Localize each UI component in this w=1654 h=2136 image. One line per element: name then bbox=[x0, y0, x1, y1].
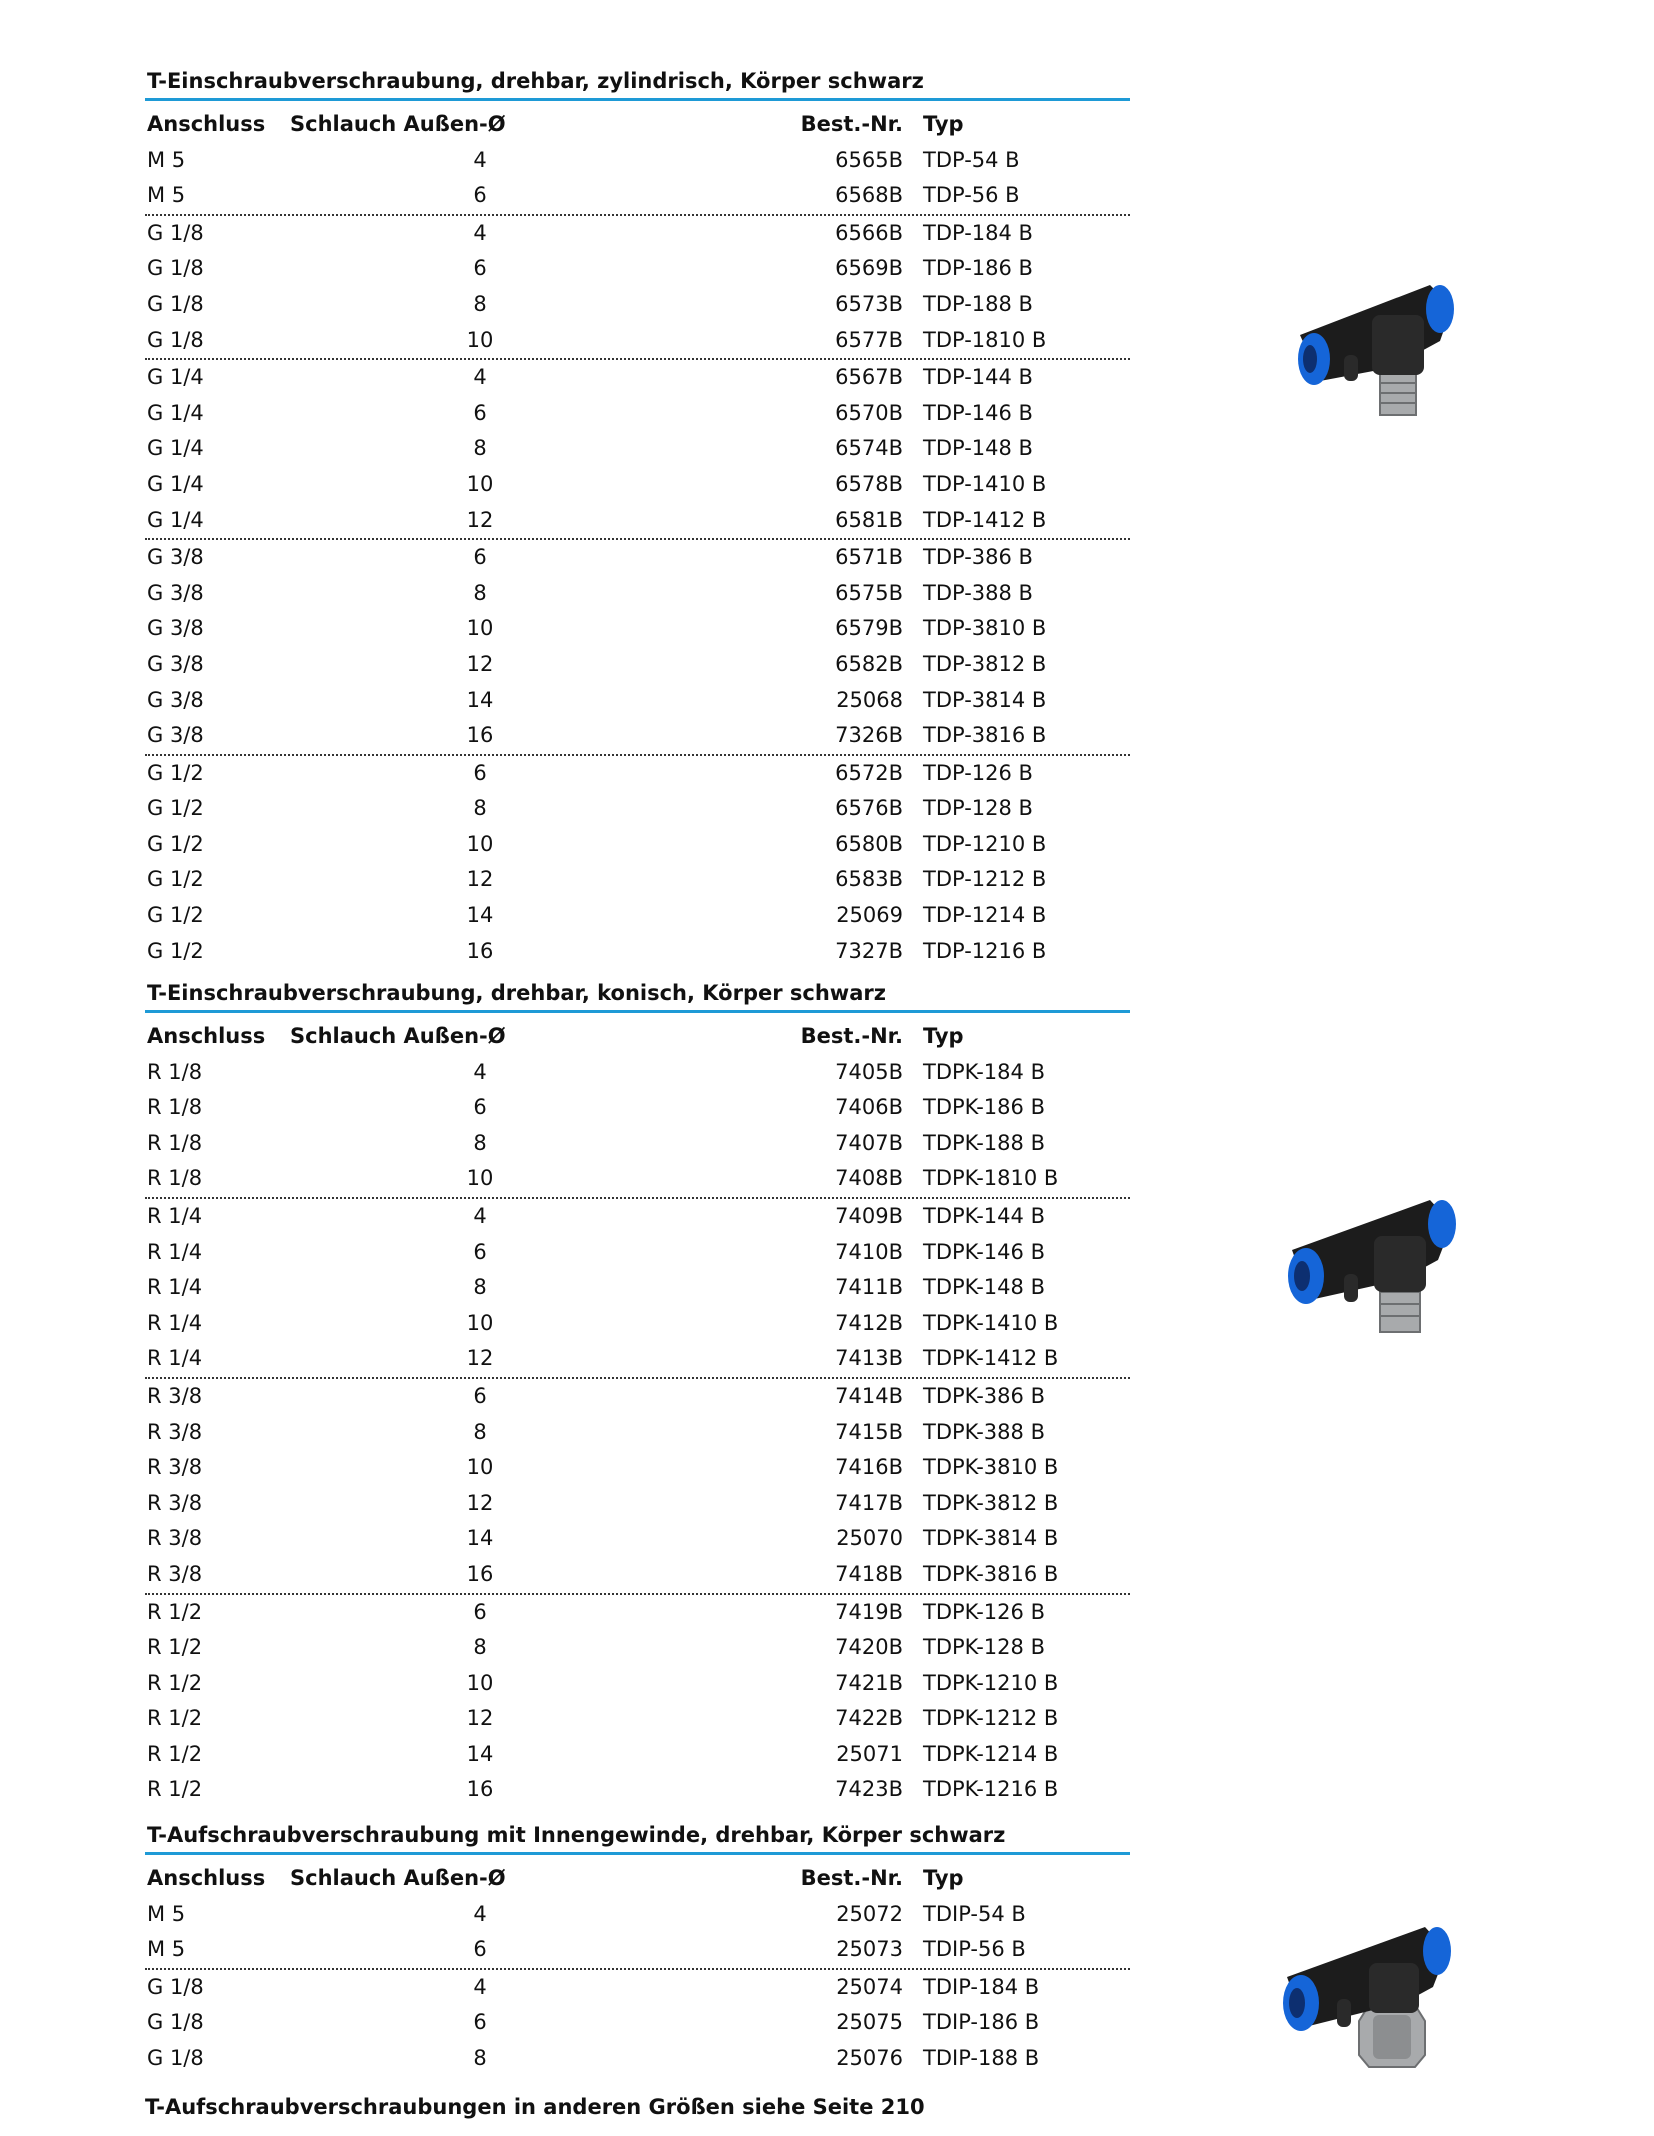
header-typ: Typ bbox=[923, 1866, 964, 1890]
table-row bbox=[145, 718, 1130, 756]
cell-bestnr: 25071 bbox=[836, 1741, 903, 1766]
cell-schlauch: 6 bbox=[473, 1239, 487, 1264]
cell-schlauch: 12 bbox=[466, 507, 494, 532]
cell-anschluss: M 5 bbox=[147, 1937, 186, 1962]
table-row bbox=[145, 1486, 1130, 1522]
cell-typ: TDPK-1410 B bbox=[923, 1310, 1059, 1335]
cell-anschluss: G 1/2 bbox=[147, 831, 204, 856]
table-row bbox=[145, 1772, 1130, 1808]
cell-schlauch: 6 bbox=[473, 1937, 487, 1962]
cell-bestnr: 6573B bbox=[835, 291, 903, 316]
cell-typ: TDPK-1214 B bbox=[923, 1741, 1059, 1766]
table-row bbox=[145, 898, 1130, 934]
cell-typ: TDPK-388 B bbox=[923, 1419, 1045, 1444]
cell-typ: TDPK-3814 B bbox=[923, 1526, 1059, 1551]
cell-schlauch: 6 bbox=[473, 256, 487, 281]
cell-typ: TDP-54 B bbox=[923, 147, 1020, 172]
table-row bbox=[145, 216, 1130, 252]
cell-schlauch: 8 bbox=[473, 796, 487, 821]
table-row bbox=[145, 360, 1130, 396]
cell-typ: TDP-388 B bbox=[923, 580, 1033, 605]
table-row bbox=[145, 1055, 1130, 1091]
cell-typ: TDPK-1810 B bbox=[923, 1166, 1059, 1191]
cell-anschluss: G 1/8 bbox=[147, 2045, 204, 2070]
cell-bestnr: 7411B bbox=[835, 1275, 903, 1300]
cell-typ: TDIP-56 B bbox=[923, 1937, 1026, 1962]
table-row bbox=[145, 756, 1130, 792]
table-row bbox=[145, 1521, 1130, 1557]
cell-anschluss: M 5 bbox=[147, 183, 186, 208]
cell-schlauch: 8 bbox=[473, 1419, 487, 1444]
cell-anschluss: G 3/8 bbox=[147, 545, 204, 570]
product-image-female-thread bbox=[1265, 1905, 1465, 2105]
cell-schlauch: 12 bbox=[466, 1346, 494, 1371]
cell-schlauch: 12 bbox=[466, 651, 494, 676]
table-row bbox=[145, 1306, 1130, 1342]
cell-typ: TDP-1810 B bbox=[923, 327, 1047, 352]
cell-anschluss: R 3/8 bbox=[147, 1419, 203, 1444]
cell-typ: TDPK-3812 B bbox=[923, 1490, 1059, 1515]
cell-typ: TDP-126 B bbox=[923, 760, 1033, 785]
cell-schlauch: 10 bbox=[466, 471, 494, 496]
section-title: T-Einschraubverschraubung, drehbar, zylindrisch, Körper schwarz bbox=[145, 64, 1130, 101]
cell-anschluss: R 1/8 bbox=[147, 1166, 203, 1191]
cell-anschluss: M 5 bbox=[147, 1901, 186, 1926]
cell-bestnr: 6566B bbox=[835, 220, 903, 245]
cell-schlauch: 10 bbox=[466, 1455, 494, 1480]
cell-schlauch: 14 bbox=[466, 1526, 494, 1551]
cell-anschluss: G 3/8 bbox=[147, 687, 204, 712]
cell-anschluss: R 3/8 bbox=[147, 1383, 203, 1408]
table-row bbox=[145, 791, 1130, 827]
cell-bestnr: 6582B bbox=[835, 651, 903, 676]
cell-schlauch: 4 bbox=[473, 147, 487, 172]
cell-schlauch: 12 bbox=[466, 1490, 494, 1515]
cell-typ: TDPK-1412 B bbox=[923, 1346, 1059, 1371]
table-row bbox=[145, 1235, 1130, 1271]
cell-bestnr: 7406B bbox=[835, 1095, 903, 1120]
cell-anschluss: G 1/8 bbox=[147, 2010, 204, 2035]
cell-anschluss: R 3/8 bbox=[147, 1455, 203, 1480]
cell-anschluss: G 3/8 bbox=[147, 723, 204, 748]
cell-bestnr: 7421B bbox=[835, 1670, 903, 1695]
cell-bestnr: 7413B bbox=[835, 1346, 903, 1371]
cell-anschluss: G 1/2 bbox=[147, 867, 204, 892]
cell-schlauch: 8 bbox=[473, 1130, 487, 1155]
cell-anschluss: G 1/2 bbox=[147, 796, 204, 821]
header-typ: Typ bbox=[923, 112, 964, 136]
table-row bbox=[145, 1557, 1130, 1595]
cell-bestnr: 25068 bbox=[836, 687, 903, 712]
header-bestnr: Best.-Nr. bbox=[800, 1866, 903, 1890]
cell-bestnr: 7415B bbox=[835, 1419, 903, 1444]
cell-typ: TDP-3810 B bbox=[923, 616, 1047, 641]
cell-anschluss: R 3/8 bbox=[147, 1490, 203, 1515]
cell-bestnr: 6578B bbox=[835, 471, 903, 496]
cell-bestnr: 25076 bbox=[836, 2045, 903, 2070]
table-row bbox=[145, 827, 1130, 863]
cell-schlauch: 16 bbox=[466, 1777, 494, 1802]
table-row bbox=[145, 1630, 1130, 1666]
cell-typ: TDP-146 B bbox=[923, 400, 1033, 425]
cell-anschluss: G 3/8 bbox=[147, 580, 204, 605]
cell-typ: TDP-1216 B bbox=[923, 938, 1047, 963]
product-image-conical-thread bbox=[1270, 1180, 1470, 1380]
cell-schlauch: 10 bbox=[466, 1670, 494, 1695]
cell-anschluss: R 1/2 bbox=[147, 1635, 203, 1660]
cell-bestnr: 6570B bbox=[835, 400, 903, 425]
table-row bbox=[145, 1090, 1130, 1126]
cell-bestnr: 25075 bbox=[836, 2010, 903, 2035]
table-row bbox=[145, 1737, 1130, 1773]
cell-bestnr: 7326B bbox=[835, 723, 903, 748]
cell-bestnr: 7410B bbox=[835, 1239, 903, 1264]
table-row bbox=[145, 862, 1130, 898]
cell-bestnr: 7422B bbox=[835, 1706, 903, 1731]
cell-anschluss: R 3/8 bbox=[147, 1526, 203, 1551]
cell-schlauch: 4 bbox=[473, 1203, 487, 1228]
cell-anschluss: G 1/8 bbox=[147, 1974, 204, 1999]
table-row bbox=[145, 1341, 1130, 1379]
table-row bbox=[145, 178, 1130, 216]
table-row bbox=[145, 1897, 1130, 1933]
cell-typ: TDPK-148 B bbox=[923, 1275, 1045, 1300]
cell-schlauch: 14 bbox=[466, 903, 494, 928]
table-row bbox=[145, 467, 1130, 503]
table-row bbox=[145, 1666, 1130, 1702]
cell-anschluss: G 1/2 bbox=[147, 760, 204, 785]
table-row bbox=[145, 540, 1130, 576]
cell-schlauch: 10 bbox=[466, 831, 494, 856]
cell-schlauch: 6 bbox=[473, 760, 487, 785]
cell-typ: TDPK-3816 B bbox=[923, 1561, 1059, 1586]
cell-schlauch: 6 bbox=[473, 400, 487, 425]
cell-schlauch: 16 bbox=[466, 723, 494, 748]
header-anschluss: Anschluss bbox=[147, 1024, 266, 1048]
section-1 bbox=[145, 64, 1130, 969]
cell-anschluss: R 1/2 bbox=[147, 1741, 203, 1766]
cell-typ: TDP-188 B bbox=[923, 291, 1033, 316]
cell-bestnr: 6567B bbox=[835, 365, 903, 390]
cell-schlauch: 8 bbox=[473, 1635, 487, 1660]
cell-schlauch: 10 bbox=[466, 327, 494, 352]
header-bestnr: Best.-Nr. bbox=[800, 112, 903, 136]
header-bestnr: Best.-Nr. bbox=[800, 1024, 903, 1048]
cell-typ: TDP-1212 B bbox=[923, 867, 1047, 892]
table-row bbox=[145, 2041, 1130, 2077]
cell-bestnr: 6574B bbox=[835, 436, 903, 461]
cell-bestnr: 6569B bbox=[835, 256, 903, 281]
cell-bestnr: 7418B bbox=[835, 1561, 903, 1586]
table-row bbox=[145, 611, 1130, 647]
cell-schlauch: 14 bbox=[466, 1741, 494, 1766]
cell-bestnr: 7420B bbox=[835, 1635, 903, 1660]
cell-bestnr: 7407B bbox=[835, 1130, 903, 1155]
cell-bestnr: 7405B bbox=[835, 1059, 903, 1084]
table-row bbox=[145, 2005, 1130, 2041]
header-schlauch: Schlauch Außen-Ø bbox=[290, 112, 506, 136]
table-row bbox=[145, 1970, 1130, 2006]
cell-anschluss: R 1/2 bbox=[147, 1599, 203, 1624]
product-image-male-thread bbox=[1280, 265, 1480, 465]
cell-bestnr: 25073 bbox=[836, 1937, 903, 1962]
cell-anschluss: R 1/4 bbox=[147, 1346, 203, 1371]
cell-anschluss: R 1/2 bbox=[147, 1670, 203, 1695]
cell-bestnr: 6577B bbox=[835, 327, 903, 352]
cell-bestnr: 7419B bbox=[835, 1599, 903, 1624]
cell-anschluss: R 3/8 bbox=[147, 1561, 203, 1586]
cell-schlauch: 6 bbox=[473, 1599, 487, 1624]
cell-bestnr: 6568B bbox=[835, 183, 903, 208]
cell-anschluss: G 1/2 bbox=[147, 938, 204, 963]
cell-bestnr: 6579B bbox=[835, 616, 903, 641]
cell-typ: TDPK-386 B bbox=[923, 1383, 1045, 1408]
cell-schlauch: 8 bbox=[473, 2045, 487, 2070]
cell-anschluss: R 1/8 bbox=[147, 1059, 203, 1084]
table-header bbox=[145, 107, 1130, 143]
cell-schlauch: 4 bbox=[473, 220, 487, 245]
cell-schlauch: 4 bbox=[473, 1059, 487, 1084]
table-row bbox=[145, 1595, 1130, 1631]
cell-bestnr: 25072 bbox=[836, 1901, 903, 1926]
section-title: T-Einschraubverschraubung, drehbar, konisch, Körper schwarz bbox=[145, 976, 1130, 1013]
cell-bestnr: 7408B bbox=[835, 1166, 903, 1191]
cell-schlauch: 8 bbox=[473, 1275, 487, 1300]
table-row bbox=[145, 251, 1130, 287]
cell-bestnr: 6565B bbox=[835, 147, 903, 172]
cell-schlauch: 8 bbox=[473, 580, 487, 605]
cell-schlauch: 16 bbox=[466, 938, 494, 963]
cell-typ: TDPK-128 B bbox=[923, 1635, 1045, 1660]
cell-typ: TDP-386 B bbox=[923, 545, 1033, 570]
cell-typ: TDPK-146 B bbox=[923, 1239, 1045, 1264]
cell-schlauch: 10 bbox=[466, 616, 494, 641]
cell-bestnr: 25069 bbox=[836, 903, 903, 928]
cell-bestnr: 7412B bbox=[835, 1310, 903, 1335]
cell-bestnr: 6583B bbox=[835, 867, 903, 892]
cell-typ: TDIP-184 B bbox=[923, 1974, 1040, 1999]
cell-anschluss: R 1/4 bbox=[147, 1239, 203, 1264]
table-header bbox=[145, 1019, 1130, 1055]
section-2 bbox=[145, 976, 1130, 1808]
cell-bestnr: 25070 bbox=[836, 1526, 903, 1551]
header-anschluss: Anschluss bbox=[147, 1866, 266, 1890]
cell-typ: TDP-1412 B bbox=[923, 507, 1047, 532]
header-anschluss: Anschluss bbox=[147, 112, 266, 136]
table-row bbox=[145, 323, 1130, 361]
cell-typ: TDP-1214 B bbox=[923, 903, 1047, 928]
cell-schlauch: 4 bbox=[473, 365, 487, 390]
cell-typ: TDPK-3810 B bbox=[923, 1455, 1059, 1480]
cell-bestnr: 6580B bbox=[835, 831, 903, 856]
cell-typ: TDPK-188 B bbox=[923, 1130, 1045, 1155]
cell-typ: TDP-184 B bbox=[923, 220, 1033, 245]
cell-typ: TDP-3814 B bbox=[923, 687, 1047, 712]
table-row bbox=[145, 1450, 1130, 1486]
cell-anschluss: R 1/2 bbox=[147, 1777, 203, 1802]
cell-anschluss: R 1/4 bbox=[147, 1203, 203, 1228]
header-typ: Typ bbox=[923, 1024, 964, 1048]
cell-anschluss: G 1/8 bbox=[147, 327, 204, 352]
table-body bbox=[145, 1897, 1130, 2077]
cell-bestnr: 25074 bbox=[836, 1974, 903, 1999]
cell-typ: TDP-3812 B bbox=[923, 651, 1047, 676]
cell-typ: TDIP-54 B bbox=[923, 1901, 1026, 1926]
cell-typ: TDIP-186 B bbox=[923, 2010, 1040, 2035]
cell-typ: TDPK-186 B bbox=[923, 1095, 1045, 1120]
table-row bbox=[145, 934, 1130, 970]
cell-bestnr: 7327B bbox=[835, 938, 903, 963]
cell-schlauch: 8 bbox=[473, 436, 487, 461]
cell-anschluss: G 1/4 bbox=[147, 507, 204, 532]
cell-bestnr: 6581B bbox=[835, 507, 903, 532]
table-row bbox=[145, 576, 1130, 612]
cell-anschluss: R 1/4 bbox=[147, 1275, 203, 1300]
header-schlauch: Schlauch Außen-Ø bbox=[290, 1024, 506, 1048]
table-row bbox=[145, 1701, 1130, 1737]
cell-schlauch: 12 bbox=[466, 1706, 494, 1731]
cell-schlauch: 6 bbox=[473, 2010, 487, 2035]
cell-bestnr: 7416B bbox=[835, 1455, 903, 1480]
table-row bbox=[145, 287, 1130, 323]
cell-anschluss: G 1/4 bbox=[147, 471, 204, 496]
table-header bbox=[145, 1861, 1130, 1897]
cell-typ: TDPK-1210 B bbox=[923, 1670, 1059, 1695]
cell-schlauch: 4 bbox=[473, 1901, 487, 1926]
cell-typ: TDP-144 B bbox=[923, 365, 1033, 390]
cell-schlauch: 10 bbox=[466, 1310, 494, 1335]
table-row bbox=[145, 683, 1130, 719]
table-row bbox=[145, 143, 1130, 179]
table-row bbox=[145, 1161, 1130, 1199]
cell-schlauch: 6 bbox=[473, 183, 487, 208]
cell-anschluss: M 5 bbox=[147, 147, 186, 172]
table-row bbox=[145, 503, 1130, 541]
cell-typ: TDIP-188 B bbox=[923, 2045, 1040, 2070]
cell-bestnr: 6576B bbox=[835, 796, 903, 821]
cell-anschluss: R 1/4 bbox=[147, 1310, 203, 1335]
cell-anschluss: G 1/4 bbox=[147, 436, 204, 461]
table-row bbox=[145, 1270, 1130, 1306]
table-body bbox=[145, 1055, 1130, 1808]
cell-anschluss: G 1/4 bbox=[147, 400, 204, 425]
cell-typ: TDP-3816 B bbox=[923, 723, 1047, 748]
table-row bbox=[145, 1379, 1130, 1415]
cell-anschluss: R 1/8 bbox=[147, 1095, 203, 1120]
cell-typ: TDPK-1212 B bbox=[923, 1706, 1059, 1731]
cell-bestnr: 6571B bbox=[835, 545, 903, 570]
cell-schlauch: 6 bbox=[473, 545, 487, 570]
cell-schlauch: 8 bbox=[473, 291, 487, 316]
cell-bestnr: 7414B bbox=[835, 1383, 903, 1408]
cell-schlauch: 10 bbox=[466, 1166, 494, 1191]
cell-schlauch: 4 bbox=[473, 1974, 487, 1999]
section-3 bbox=[145, 1818, 1130, 2077]
cell-typ: TDP-1410 B bbox=[923, 471, 1047, 496]
cell-schlauch: 14 bbox=[466, 687, 494, 712]
cell-anschluss: G 1/8 bbox=[147, 256, 204, 281]
table-row bbox=[145, 1932, 1130, 1970]
cell-bestnr: 6572B bbox=[835, 760, 903, 785]
cell-schlauch: 6 bbox=[473, 1095, 487, 1120]
cell-anschluss: G 1/4 bbox=[147, 365, 204, 390]
table-row bbox=[145, 396, 1130, 432]
cell-typ: TDPK-1216 B bbox=[923, 1777, 1059, 1802]
cell-typ: TDP-1210 B bbox=[923, 831, 1047, 856]
cell-anschluss: G 1/8 bbox=[147, 291, 204, 316]
cell-bestnr: 7417B bbox=[835, 1490, 903, 1515]
cell-schlauch: 12 bbox=[466, 867, 494, 892]
table-row bbox=[145, 1415, 1130, 1451]
cell-anschluss: R 1/8 bbox=[147, 1130, 203, 1155]
cell-typ: TDP-56 B bbox=[923, 183, 1020, 208]
cell-typ: TDP-128 B bbox=[923, 796, 1033, 821]
table-row bbox=[145, 431, 1130, 467]
table-body bbox=[145, 143, 1130, 970]
cell-typ: TDP-186 B bbox=[923, 256, 1033, 281]
cell-typ: TDP-148 B bbox=[923, 436, 1033, 461]
cell-bestnr: 7409B bbox=[835, 1203, 903, 1228]
cell-anschluss: G 3/8 bbox=[147, 651, 204, 676]
cell-anschluss: G 3/8 bbox=[147, 616, 204, 641]
cell-anschluss: R 1/2 bbox=[147, 1706, 203, 1731]
cell-anschluss: G 1/2 bbox=[147, 903, 204, 928]
header-schlauch: Schlauch Außen-Ø bbox=[290, 1866, 506, 1890]
cell-schlauch: 6 bbox=[473, 1383, 487, 1408]
cell-typ: TDPK-144 B bbox=[923, 1203, 1045, 1228]
cell-anschluss: G 1/8 bbox=[147, 220, 204, 245]
section-title: T-Aufschraubverschraubung mit Innengewinde, drehbar, Körper schwarz bbox=[145, 1818, 1130, 1855]
cell-schlauch: 16 bbox=[466, 1561, 494, 1586]
table-row bbox=[145, 647, 1130, 683]
table-row bbox=[145, 1126, 1130, 1162]
cell-bestnr: 6575B bbox=[835, 580, 903, 605]
cell-typ: TDPK-184 B bbox=[923, 1059, 1045, 1084]
cell-typ: TDPK-126 B bbox=[923, 1599, 1045, 1624]
cell-bestnr: 7423B bbox=[835, 1777, 903, 1802]
table-row bbox=[145, 1199, 1130, 1235]
footnote: T-Aufschraubverschraubungen in anderen Größen siehe Seite 210 bbox=[145, 2095, 925, 2119]
